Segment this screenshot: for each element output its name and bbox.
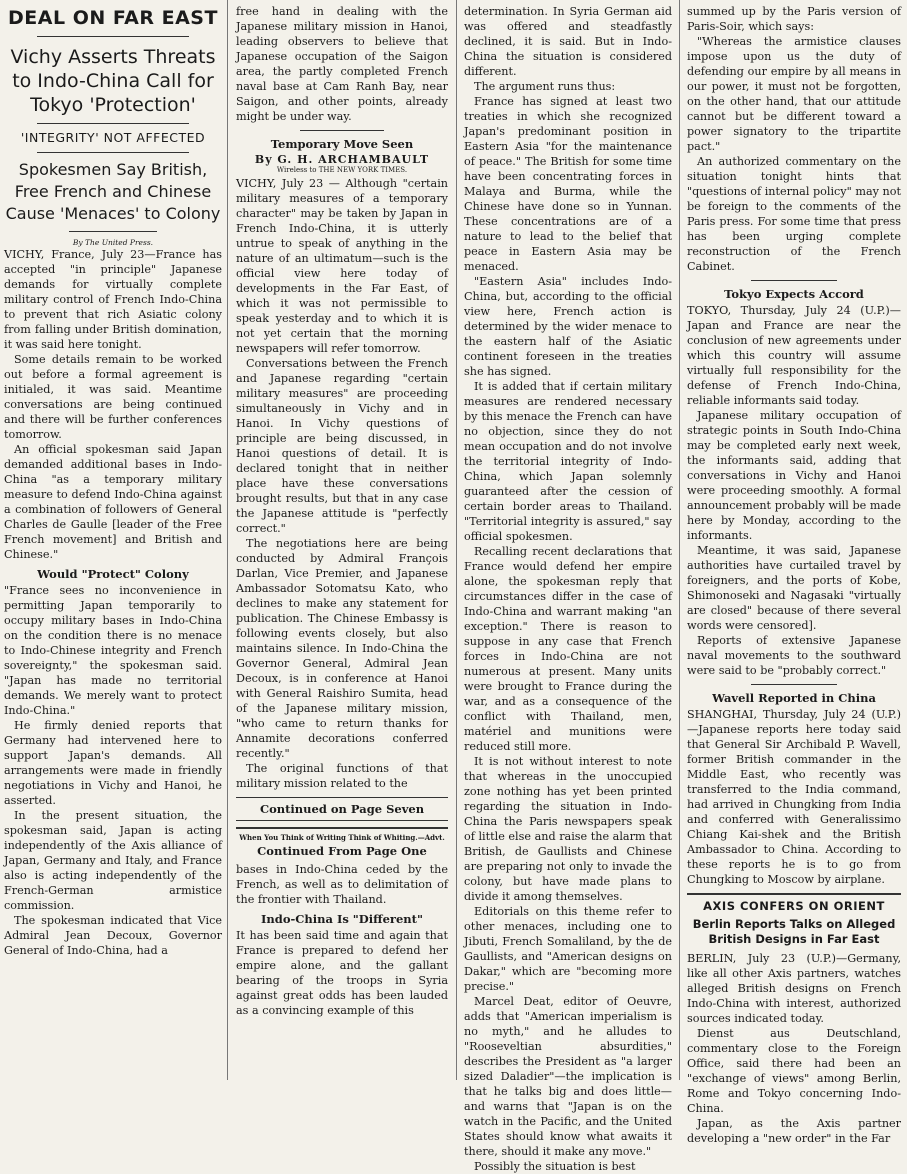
- jump-line: Continued on Page Seven: [236, 797, 448, 821]
- paragraph: Editorials on this theme refer to other menaces, including one to Jibuti, French Somaliland, by the de Gaullists, and "American designs on Dakar," which are "becoming more precise.": [464, 905, 672, 993]
- paragraph: Meantime, it was said, Japanese authorities have curtailed travel by foreigners, and the ports of Kobe, Shimonoseki and Nagasaki "virtually are closed" because of there several words were censored].: [687, 544, 901, 632]
- wire-credit: By The United Press.: [72, 238, 154, 247]
- column-3: [458, 0, 678, 1173]
- paragraph: VICHY, France, July 23—France has accepted "in principle" Japanese demands for virtually complete military control of French Indo-China to prevent that rich Asiatic colony from falling under British domination, it was said here tonight.: [4, 248, 222, 351]
- paragraph: The original functions of that military mission related to the: [236, 762, 448, 790]
- continued-from: Continued From Page One: [257, 844, 427, 858]
- paragraph: "France sees no inconvenience in permitting Japan temporarily to occupy military bases in Indo-China on the condition there is no menace to Indo-Chinese integrity and French sovereignty," the spokesman said. "Japan has made no territorial demands. We merely want to protect Indo-China.": [4, 584, 222, 717]
- paragraph: Japanese military occupation of strategic points in South Indo-China may be completed early next week, the informants said, adding that conversations in Vichy and Hanoi were proceeding smoothly. A formal announcement probably will be made here by Monday, according to the informants.: [687, 409, 901, 542]
- advertisement: When You Think of Writing Think of Whiting.—Advt.: [236, 827, 448, 842]
- subheading: Wavell Reported in China: [712, 691, 876, 705]
- paragraph: "Whereas the armistice clauses impose upon us the duty of defending our empire by all means in our power, it must not be forgotten, on the other hand, that our attitude cannot but be different toward a power signatory to the tripartite pact.": [687, 35, 901, 153]
- divider: [69, 231, 156, 232]
- paragraph: "Eastern Asia" includes Indo-China, but, according to the official view here, French action is determined by the wider menace to the eastern half of the Asiatic continent foreseen in the treaties she has signed.: [464, 275, 672, 378]
- paragraph: Some details remain to be worked out before a formal agreement is initialed, it was said. Meantime conversations are being continued and there will be further conferences tomorrow.: [4, 353, 222, 441]
- paragraph: Dienst aus Deutschland, commentary close to the Foreign Office, said there had been an "exchange of views" among Berlin, Rome and Tokyo concerning Indo-China.: [687, 1027, 901, 1115]
- paragraph: BERLIN, July 23 (U.P.)—Germany, like all other Axis partners, watches alleged British designs on French Indo-China with interest, authorized sources indicated today.: [687, 952, 901, 1025]
- headline-deck-3: Spokesmen Say British, Free French and Chinese Cause 'Menaces' to Colony: [5, 160, 221, 223]
- paragraph: It has been said time and again that France is prepared to defend her empire alone, and the gallant bearing of the troops in Syria against great odds has been lauded as a convincing example of this: [236, 929, 448, 1017]
- headline-deck-2: 'INTEGRITY' NOT AFFECTED: [20, 130, 206, 145]
- column-4: [681, 0, 907, 1145]
- paragraph: Japan, as the Axis partner developing a "new order" in the Far: [687, 1117, 901, 1145]
- paragraph: Conversations between the French and Japanese regarding "certain military measures" are proceeding simultaneously in Vichy and in Hanoi. In Vichy questions of principle are being discussed, in Hanoi questions of detail. It is declared tonight that in neither place have these conversations brought results, but that in any case the Japanese attitude is "perfectly correct.": [236, 357, 448, 535]
- paragraph: determination. In Syria German aid was offered and steadfastly declined, it is said. But in Indo-China the situation is considered different.: [464, 5, 672, 78]
- paragraph: He firmly denied reports that Germany had intervened here to support Japan's demands. All arrangements were made in friendly negotiations in Vichy and Hanoi, he asserted.: [4, 719, 222, 807]
- subheading: Tokyo Expects Accord: [724, 287, 864, 301]
- paragraph: SHANGHAI, Thursday, July 24 (U.P.)—Japanese reports here today said that General Sir Archibald P. Wavell, former British commander in the Middle East, who recently was transferred to the India command, had arrived in Chungking from India and conferred with Generalissimo Chiang Kai-shek and the British Ambassador to China. According to these reports he is to go from Chungking to Moscow by airplane.: [687, 708, 901, 886]
- paragraph: Reports of extensive Japanese naval movements to the southward were said to be "probably correct.": [687, 634, 901, 677]
- section-headline: AXIS CONFERS ON ORIENT: [687, 893, 901, 913]
- paragraph: In the present situation, the spokesman said, Japan is acting independently of the Axis alliance of Japan, Germany and Italy, and France also is acting independently of the French-German armistice commission.: [4, 809, 222, 912]
- paragraph: The negotiations here are being conducted by Admiral François Darlan, Vice Premier, and Japanese Ambassador Sotomatsu Kato, who declines to make any statement for publication. The Chinese Embassy is following events closely, but also maintains silence. In Indo-China the Governor General, Admiral Jean Decoux, is in conference at Hanoi with General Raishiro Sumita, head of the Japanese military mission, "who came to return thanks for Annamite decorations conferred recently.": [236, 537, 448, 760]
- divider: [37, 123, 190, 124]
- divider: [37, 36, 190, 37]
- paragraph: summed up by the Paris version of Paris-Soir, which says:: [687, 5, 901, 33]
- paragraph: The argument runs thus:: [474, 80, 616, 93]
- paragraph: It is added that if certain military measures are rendered necessary by this menace the French can have no objection, since they do not mean occupation and do not involve the territorial integrity of Indo-China, which Japan solemnly guaranteed after the cession of certain border areas to Thailand. "Territorial integrity is assured," say official spokesmen.: [464, 380, 672, 543]
- paragraph: free hand in dealing with the Japanese military mission in Hanoi, leading observers to believe that Japanese occupation of the Saigon area, the partly completed French naval base at Cam Ranh Bay, near Saigon, and other points, already might be under way.: [236, 5, 448, 123]
- column-2: [230, 0, 454, 1080]
- column-rule: [679, 0, 680, 1080]
- divider: [37, 152, 190, 153]
- column-1: [0, 0, 226, 1080]
- subheading: Indo-China Is "Different": [261, 912, 423, 926]
- subheading: Temporary Move Seen: [270, 137, 414, 151]
- column-rule: [227, 0, 228, 1080]
- paragraph: France has signed at least two treaties in which she recognized Japan's predominant position in Eastern Asia "for the maintenance of peace." The British for some time have been concentrating forces in Malaya and Burma, while the Chinese have done so in Yunnan. These concentrations are of a nature to lead to the belief that peace in Eastern Asia may be menaced.: [464, 95, 672, 273]
- divider: [300, 130, 385, 131]
- section-deck: Berlin Reports Talks on Alleged British Designs in Far East: [692, 917, 896, 946]
- paragraph: The spokesman indicated that Vice Admiral Jean Decoux, Governor General of Indo-China, had a: [4, 914, 222, 957]
- byline: By G. H. ARCHAMBAULT: [254, 153, 430, 166]
- headline-deck-1: Vichy Asserts Threats to Indo-China Call for Tokyo 'Protection': [10, 46, 216, 116]
- subheading: Would "Protect" Colony: [37, 567, 189, 581]
- paragraph: bases in Indo-China ceded by the French, as well as to delimitation of the frontier with Thailand.: [236, 863, 448, 906]
- wire-credit: Wireless to THE NEW YORK TIMES.: [276, 166, 408, 174]
- column-rule: [456, 0, 457, 1080]
- paragraph: TOKYO, Thursday, July 24 (U.P.)—Japan and France are near the conclusion of new agreements under which this country will assume virtually full responsibility for the defense of French Indo-China, reliable informants said today.: [687, 304, 901, 407]
- divider: [751, 684, 837, 685]
- paragraph: Recalling recent declarations that France would defend her empire alone, the spokesman reply that circumstances differ in the case of Indo-China and warrant making "an exception." There is reason to suppose in any case that French forces in Indo-China are not numerous at present. Many units were brought to France during the war, and as a consequence of the conflict with Thailand, men, matériel and munitions were reduced still more.: [464, 545, 672, 753]
- divider: [751, 280, 837, 281]
- paragraph: An official spokesman said Japan demanded additional bases in Indo-China "as a temporary military measure to defend Indo-China against a combination of followers of General Charles de Gaulle [leader of the Free French movement] and British and Chinese.": [4, 443, 222, 561]
- paragraph: It is not without interest to note that whereas in the unoccupied zone nothing has yet been printed regarding the situation in Indo-China the Paris newspapers speak of little else and raise the alarm that British, de Gaullists and Chinese are preparing not only to invade the colony, but have made plans to divide it among themselves.: [464, 755, 672, 903]
- main-headline: DEAL ON FAR EAST: [8, 7, 218, 29]
- paragraph: Marcel Deat, editor of Oeuvre, adds that "American imperialism is no myth," and he alludes to "Rooseveltian absurdities," describes the President as "a larger sized Daladier"—the implication is that he talks big and does little—and warns that "Japan is on the watch in the Pacific, and the United States should know what awaits it there, should it make any move.": [464, 995, 672, 1158]
- paragraph: Possibly the situation is best: [474, 1160, 636, 1173]
- paragraph: An authorized commentary on the situation tonight hints that "questions of internal policy" may not be foreign to the comments of the Paris press. For some time that press has been urging complete reconstruction of the French Cabinet.: [687, 155, 901, 273]
- paragraph: VICHY, July 23 — Although "certain military measures of a temporary character" may be taken by Japan in French Indo-China, it is utterly untrue to speak of anything in the nature of an ultimatum—such is the official view here today of developments in the Far East, of which it was not permissible to speak yesterday and to which it is not yet certain that the morning newspapers will refer tomorrow.: [236, 177, 448, 355]
